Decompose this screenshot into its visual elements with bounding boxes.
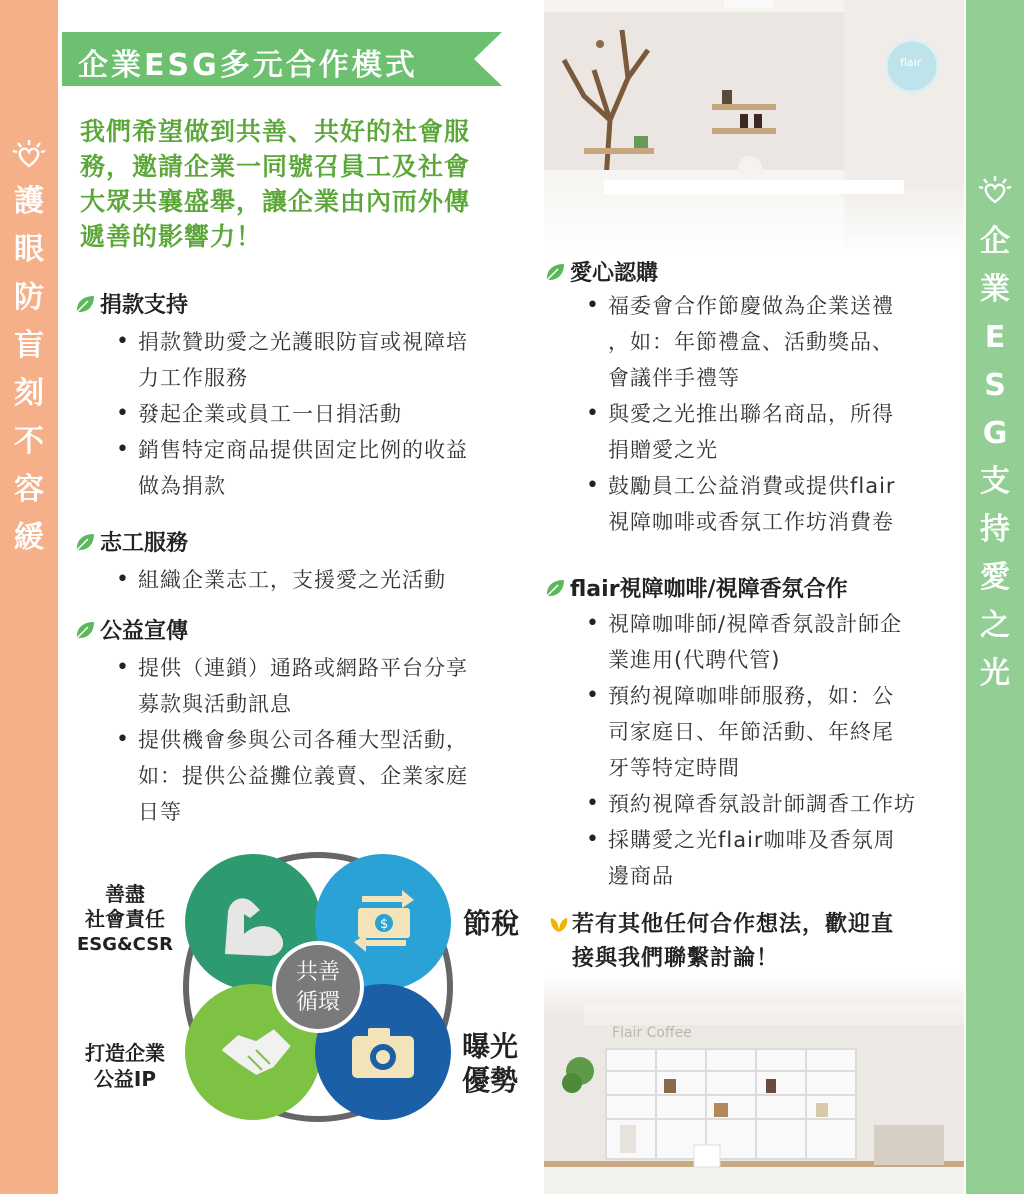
left-slogan-char: 刻 <box>14 376 44 411</box>
section-volunteer-title: 志工服務 <box>74 526 188 557</box>
intro-line: 遞善的影響力！ <box>80 222 263 251</box>
cycle-label-exposure: 曝光 優勢 <box>461 1030 518 1097</box>
list-item: • 與愛之光推出聯名商品，所得 捐贈愛之光 <box>584 396 964 468</box>
leaf-icon <box>544 261 566 283</box>
cycle-center-label: 共善 循環 <box>295 960 340 1015</box>
closing-line: 若有其他任何合作想法，歡迎直 <box>572 912 895 937</box>
intro-line: 務，邀請企業一同號召員工及社會 <box>80 152 471 181</box>
right-slogan-char: 光 <box>980 656 1010 691</box>
leaf-icon <box>74 619 96 641</box>
list-item: • 鼓勵員工公益消費或提供flair 視障咖啡或香氛工作坊消費卷 <box>584 468 964 540</box>
right-slogan-char: 之 <box>980 608 1010 643</box>
list-item: • 捐款贊助愛之光護眼防盲或視障培 力工作服務 <box>114 324 534 396</box>
list-item: • 組織企業志工，支援愛之光活動 <box>114 562 534 598</box>
leaf-icon <box>74 531 96 553</box>
right-slogan-char: S <box>984 368 1006 403</box>
section-promotion-title: 公益宣傳 <box>74 614 188 645</box>
right-slogan-char: 愛 <box>980 560 1010 595</box>
list-item: • 採購愛之光flair咖啡及香氛周 邊商品 <box>584 822 964 894</box>
donation-list <box>114 324 534 504</box>
right-side-strip <box>966 0 1024 1194</box>
list-item: • 提供（連鎖）通路或網路平台分享 募款與活動訊息 <box>114 650 534 722</box>
intro-line: 大眾共襄盛舉，讓企業由內而外傳 <box>80 187 471 216</box>
left-slogan-char: 防 <box>14 280 44 315</box>
right-slogan-char: 持 <box>980 512 1010 547</box>
closing-line: 接與我們聯繫討論！ <box>572 946 780 971</box>
left-slogan-char: 盲 <box>14 328 44 363</box>
left-side-strip <box>0 0 58 1194</box>
left-vertical-slogan <box>0 178 58 562</box>
money-icon <box>354 890 414 952</box>
page-title: 企業ESG多元合作模式 <box>78 48 418 83</box>
right-slogan-char: 支 <box>980 464 1010 499</box>
closing-message <box>548 908 960 976</box>
left-slogan-char: 不 <box>14 424 44 459</box>
cycle-label-ip: 打造企業 公益IP <box>85 1041 165 1091</box>
cycle-diagram <box>60 850 540 1130</box>
promotion-list <box>114 650 534 830</box>
list-item: • 預約視障香氛設計師調香工作坊 <box>584 786 964 822</box>
left-slogan-char: 眼 <box>14 232 44 267</box>
list-item: • 預約視障咖啡師服務，如：公 司家庭日、年節活動、年終尾 牙等特定時間 <box>584 678 964 786</box>
left-slogan-char: 護 <box>14 184 44 219</box>
section-donation-title: 捐款支持 <box>74 288 188 319</box>
cycle-label-csr: 善盡 社會責任 ESG&CSR <box>76 882 174 955</box>
intro-paragraph <box>80 114 520 254</box>
cafe-photo-bottom <box>544 975 964 1194</box>
flair-list <box>584 606 964 894</box>
section-purchase-title: 愛心認購 <box>544 256 658 287</box>
right-slogan-char: 企 <box>980 224 1010 259</box>
leaf-icon <box>544 577 566 599</box>
list-item: • 視障咖啡師/視障香氛設計師企 業進用(代聘代管) <box>584 606 964 678</box>
heart-sun-icon <box>978 174 1012 208</box>
right-slogan-char: E <box>984 320 1006 355</box>
svg-text:$: $ <box>380 917 389 932</box>
right-vertical-slogan <box>966 218 1024 698</box>
leaf-icon <box>74 293 96 315</box>
list-item: • 發起企業或員工一日捐活動 <box>114 396 534 432</box>
left-slogan-char: 緩 <box>14 520 44 555</box>
left-slogan-char: 容 <box>14 472 44 507</box>
sprout-icon <box>548 912 570 934</box>
list-item: • 銷售特定商品提供固定比例的收益 做為捐款 <box>114 432 534 504</box>
section-flair-title: flair視障咖啡/視障香氛合作 <box>544 572 848 603</box>
list-item: • 提供機會參與公司各種大型活動， 如：提供公益攤位義賣、企業家庭 日等 <box>114 722 534 830</box>
cafe-photo-top <box>544 0 964 252</box>
intro-line: 我們希望做到共善、共好的社會服 <box>80 117 471 146</box>
right-slogan-char: G <box>982 416 1008 451</box>
volunteer-list <box>114 562 534 598</box>
purchase-list <box>584 288 964 540</box>
cycle-label-tax: 節稅 <box>462 907 519 940</box>
right-slogan-char: 業 <box>980 272 1010 307</box>
list-item: • 福委會合作節慶做為企業送禮 ，如：年節禮盒、活動獎品、 會議伴手禮等 <box>584 288 964 396</box>
heart-sun-icon <box>12 138 46 172</box>
